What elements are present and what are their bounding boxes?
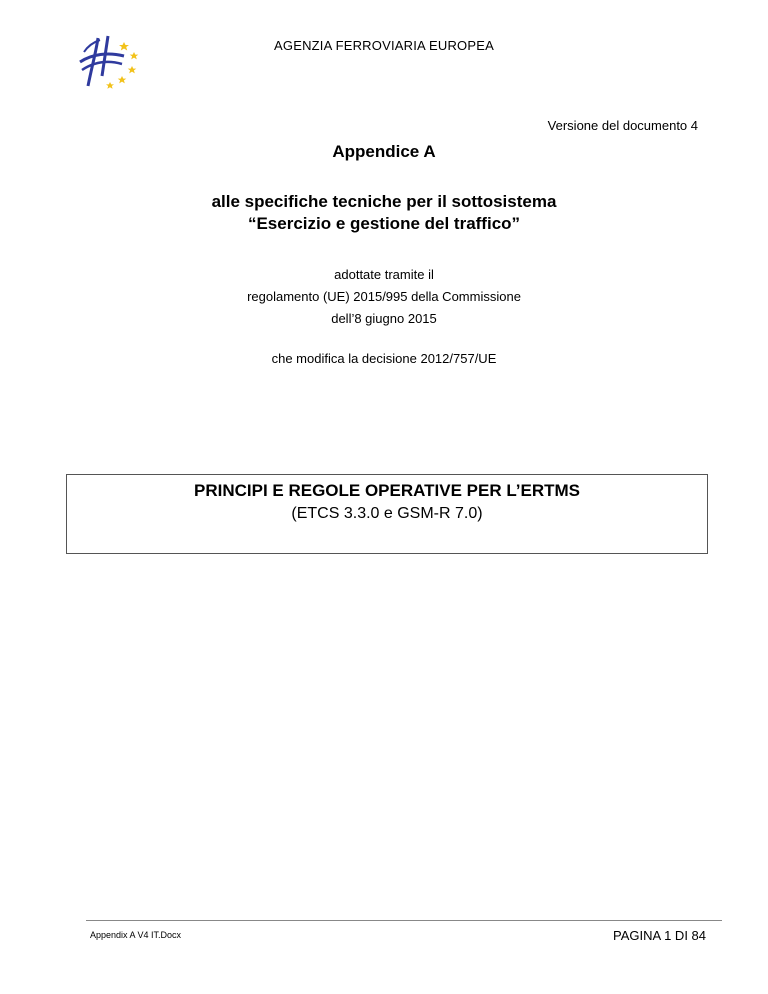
adoption-line-1: adottate tramite il	[334, 267, 434, 282]
adoption-line-2: regolamento (UE) 2015/995 della Commissione	[247, 289, 521, 304]
box-subtitle: (ETCS 3.3.0 e GSM-R 7.0)	[291, 505, 483, 522]
appendix-title: Appendice A	[332, 142, 436, 161]
footer-divider	[86, 920, 722, 921]
modifies-line: che modifica la decisione 2012/757/UE	[271, 351, 497, 366]
footer-page-number: PAGINA 1 DI 84	[613, 928, 706, 943]
spec-line-2: “Esercizio e gestione del traffico”	[247, 214, 521, 233]
agency-name: AGENZIA FERROVIARIA EUROPEA	[274, 38, 494, 53]
box-title: PRINCIPI E REGOLE OPERATIVE PER L’ERTMS	[193, 481, 581, 500]
title-box	[66, 474, 708, 554]
footer-filename: Appendix A V4 IT.Docx	[90, 930, 182, 940]
adoption-line-3: dell’8 giugno 2015	[331, 311, 437, 326]
document-version: Versione del documento 4	[547, 118, 698, 133]
spec-line-1: alle specifiche tecniche per il sottosistema	[211, 192, 557, 211]
